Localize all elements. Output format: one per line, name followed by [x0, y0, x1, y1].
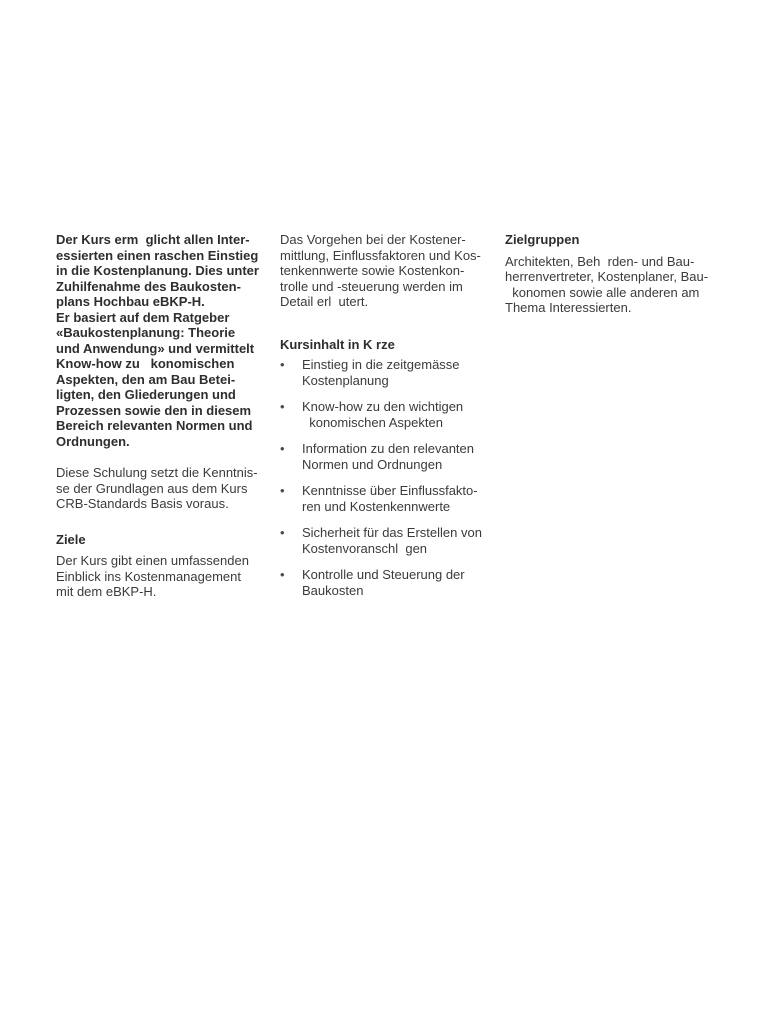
- goals-paragraph: [56, 553, 266, 600]
- list-item: [280, 525, 492, 556]
- text-line: Ordnungen.: [56, 433, 130, 449]
- text-line: Kostenvoranschl gen: [302, 540, 428, 556]
- intro-paragraph: [56, 232, 266, 449]
- text-line: Zuhilfenahme des Baukosten-: [56, 278, 241, 294]
- text-line: ren und Kostenkennwerte: [302, 498, 451, 514]
- text-line: Detail erl utert.: [280, 294, 369, 309]
- text-line: «Baukostenplanung: Theorie: [56, 325, 236, 340]
- text-line: mittlung, Einflussfaktoren und Kos-: [280, 247, 481, 263]
- text-line: Einblick ins Kostenmanagement: [56, 568, 241, 584]
- text-line: herrenvertreter, Kostenplaner, Bau-: [505, 269, 709, 284]
- text-line: und Anwendung» und vermittelt: [56, 340, 255, 356]
- text-line: plans Hochbau eBKP-H.: [56, 294, 205, 309]
- text-line: tenkennwerte sowie Kostenkon-: [280, 263, 465, 278]
- text-line: essierten einen raschen Einstieg: [56, 247, 259, 263]
- text-line: konomen sowie alle anderen am: [505, 284, 700, 300]
- text-line: Er basiert auf dem Ratgeber: [56, 309, 230, 325]
- approach-paragraph: [280, 232, 492, 310]
- text-line: • Einstieg in die zeitgemässe: [302, 357, 460, 372]
- text-line: Kostenplanung: [302, 372, 389, 388]
- list-item: [280, 483, 492, 514]
- text-line: • Kenntnisse über Einflussfakto-: [302, 483, 478, 498]
- list-item: [280, 441, 492, 472]
- goals-heading: Ziele: [56, 531, 86, 547]
- target-groups-heading: Zielgruppen: [505, 232, 580, 247]
- text-line: Normen und Ordnungen: [302, 456, 443, 472]
- list-item: [280, 399, 492, 430]
- text-line: Prozessen sowie den in diesem: [56, 402, 252, 418]
- text-line: Der Kurs gibt einen umfassenden: [56, 553, 249, 568]
- text-line: in die Kostenplanung. Dies unter: [56, 263, 259, 278]
- text-line: • Sicherheit für das Erstellen von: [302, 525, 482, 540]
- course-content-list: [280, 357, 492, 598]
- course-content-heading: Kursinhalt in K rze: [280, 336, 395, 352]
- text-line: Know-how zu konomischen: [56, 356, 235, 371]
- prerequisite-paragraph: [56, 465, 266, 512]
- target-groups-paragraph: [505, 254, 720, 316]
- text-line: konomischen Aspekten: [302, 414, 443, 430]
- column-content: [280, 232, 492, 609]
- text-line: Baukosten: [302, 582, 364, 598]
- text-line: Bereich relevanten Normen und: [56, 418, 253, 433]
- text-line: trolle und -steuerung werden im: [280, 278, 463, 294]
- text-line: Thema Interessierten.: [505, 300, 632, 315]
- text-line: • Information zu den relevanten: [302, 441, 474, 456]
- text-line: ligten, den Gliederungen und: [56, 387, 236, 402]
- text-line: • Kontrolle und Steuerung der: [302, 567, 465, 582]
- text-line: Aspekten, den am Bau Betei-: [56, 371, 236, 387]
- text-line: se der Grundlagen aus dem Kurs: [56, 480, 248, 496]
- text-line: Das Vorgehen bei der Kostener-: [280, 232, 466, 247]
- column-intro: [56, 232, 266, 600]
- text-line: Der Kurs erm glicht allen Inter-: [56, 232, 250, 247]
- text-line: CRB-Standards Basis voraus.: [56, 496, 229, 511]
- text-line: mit dem eBKP-H.: [56, 584, 157, 599]
- text-line: Architekten, Beh rden- und Bau-: [505, 253, 695, 269]
- text-line: Diese Schulung setzt die Kenntnis-: [56, 465, 258, 480]
- list-item: [280, 357, 492, 388]
- column-target-groups: [505, 232, 720, 316]
- list-item: [280, 567, 492, 598]
- text-line: • Know-how zu den wichtigen: [302, 399, 464, 414]
